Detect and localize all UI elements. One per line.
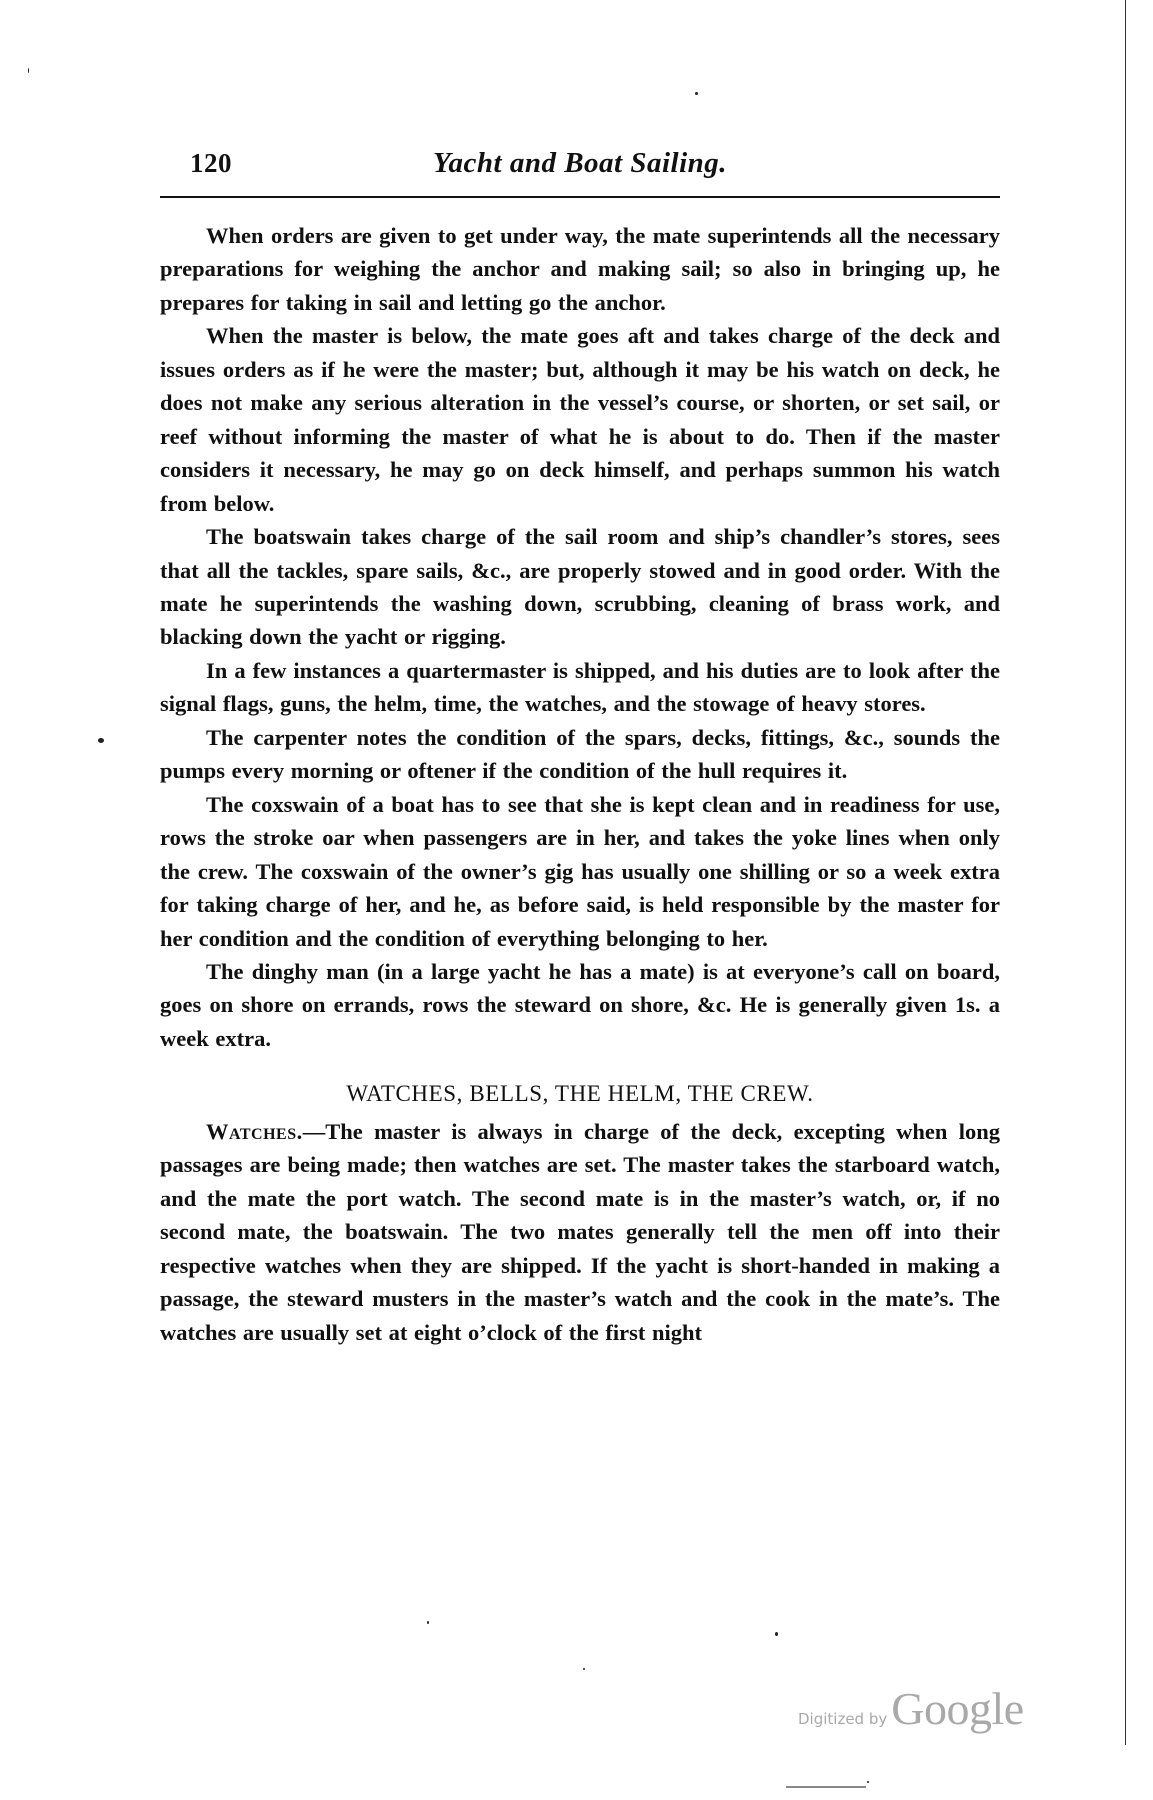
paragraph-quartermaster: In a few instances a quartermaster is shipped, and his duties are to look after the signal flags, guns, the helm, time, the watches, and the stowage of heavy stores. xyxy=(160,657,1000,717)
paragraph-watches xyxy=(160,1115,1000,1349)
watermark-prefix: Digitized by xyxy=(798,1710,888,1728)
scan-speck xyxy=(28,68,29,73)
scan-speck xyxy=(695,92,698,95)
running-head xyxy=(160,146,1000,180)
paragraph-boatswain: The boatswain takes charge of the sail room and ship’s chandler’s stores, sees that all the tackles, spare sails, &c., are properly stowed and in good order. With the mate he superintends the washing down, scrubbing, cleaning of brass work, and blacking down the yacht or rigging. xyxy=(160,524,1000,650)
paragraph-mate-orders: When orders are given to get under way, the mate superintends all the necessary preparations for weighing the anchor and making sail; so also in bringing up, he prepares for taking in sail and letting go the anchor. xyxy=(160,223,1000,315)
scan-speck xyxy=(867,1781,869,1783)
paragraph-master-below: When the master is below, the mate goes aft and takes charge of the deck and issues orders as if he were the master; but, although it may be his watch on deck, he does not make any serious alteration in the vessel’s course, or shorten, or set sail, or reef without informing the master of what he is about to do. Then if the master considers it necessary, he may go on deck himself, and perhaps summon his watch from below. xyxy=(160,323,1000,516)
paragraph-carpenter: The carpenter notes the condition of the spars, decks, fittings, &c., sounds the pumps every morning or oftener if the condition of the hull requires it. xyxy=(160,724,1000,784)
paragraph-watches-text: The master is always in charge of the deck, excepting when long passages are being made; then watches are set. The master takes the starboard watch, and the mate the port watch. The second mate is in the master’s watch, or, if no second mate, the boatswain. The two mates generally tell the men off into their respective watches when they are shipped. If the yacht is short-handed in making a passage, the steward musters in the master’s watch and the cook in the mate’s. The watches are usually set at eight o’clock of the first night xyxy=(160,1118,1000,1345)
run-in-heading: Watches. xyxy=(206,1118,303,1144)
scan-speck xyxy=(775,1632,778,1636)
scan-speck xyxy=(427,1621,429,1624)
digitized-by-google-watermark xyxy=(798,1682,1024,1735)
scan-edge-line xyxy=(1125,0,1126,1745)
section-heading: WATCHES, BELLS, THE HELM, THE CREW. xyxy=(346,1081,814,1107)
header-rule xyxy=(160,196,1000,198)
em-dash: — xyxy=(302,1118,326,1144)
running-title: Yacht and Boat Sailing. xyxy=(432,147,728,179)
scan-bottom-mark xyxy=(786,1786,866,1788)
body-text xyxy=(160,219,1000,1349)
scan-speck xyxy=(98,738,104,743)
scan-speck xyxy=(583,1668,585,1670)
paragraph-coxswain: The coxswain of a boat has to see that she is kept clean and in readiness for use, rows the stroke oar when passengers are in her, and takes the yoke lines when only the crew. The coxswain of the owner’s gig has usually one shilling or so a week extra for taking charge of her, and he, as before said, is held responsible by the master for her condition and the condition of everything belonging to her. xyxy=(160,791,1000,951)
paragraph-dinghy-man: The dinghy man (in a large yacht he has a mate) is at everyone’s call on board, goes on shore on errands, rows the steward on shore, &c. He is generally given 1s. a week extra. xyxy=(160,958,1000,1051)
page-number: 120 xyxy=(190,148,232,178)
google-logo: Google xyxy=(891,1683,1024,1734)
